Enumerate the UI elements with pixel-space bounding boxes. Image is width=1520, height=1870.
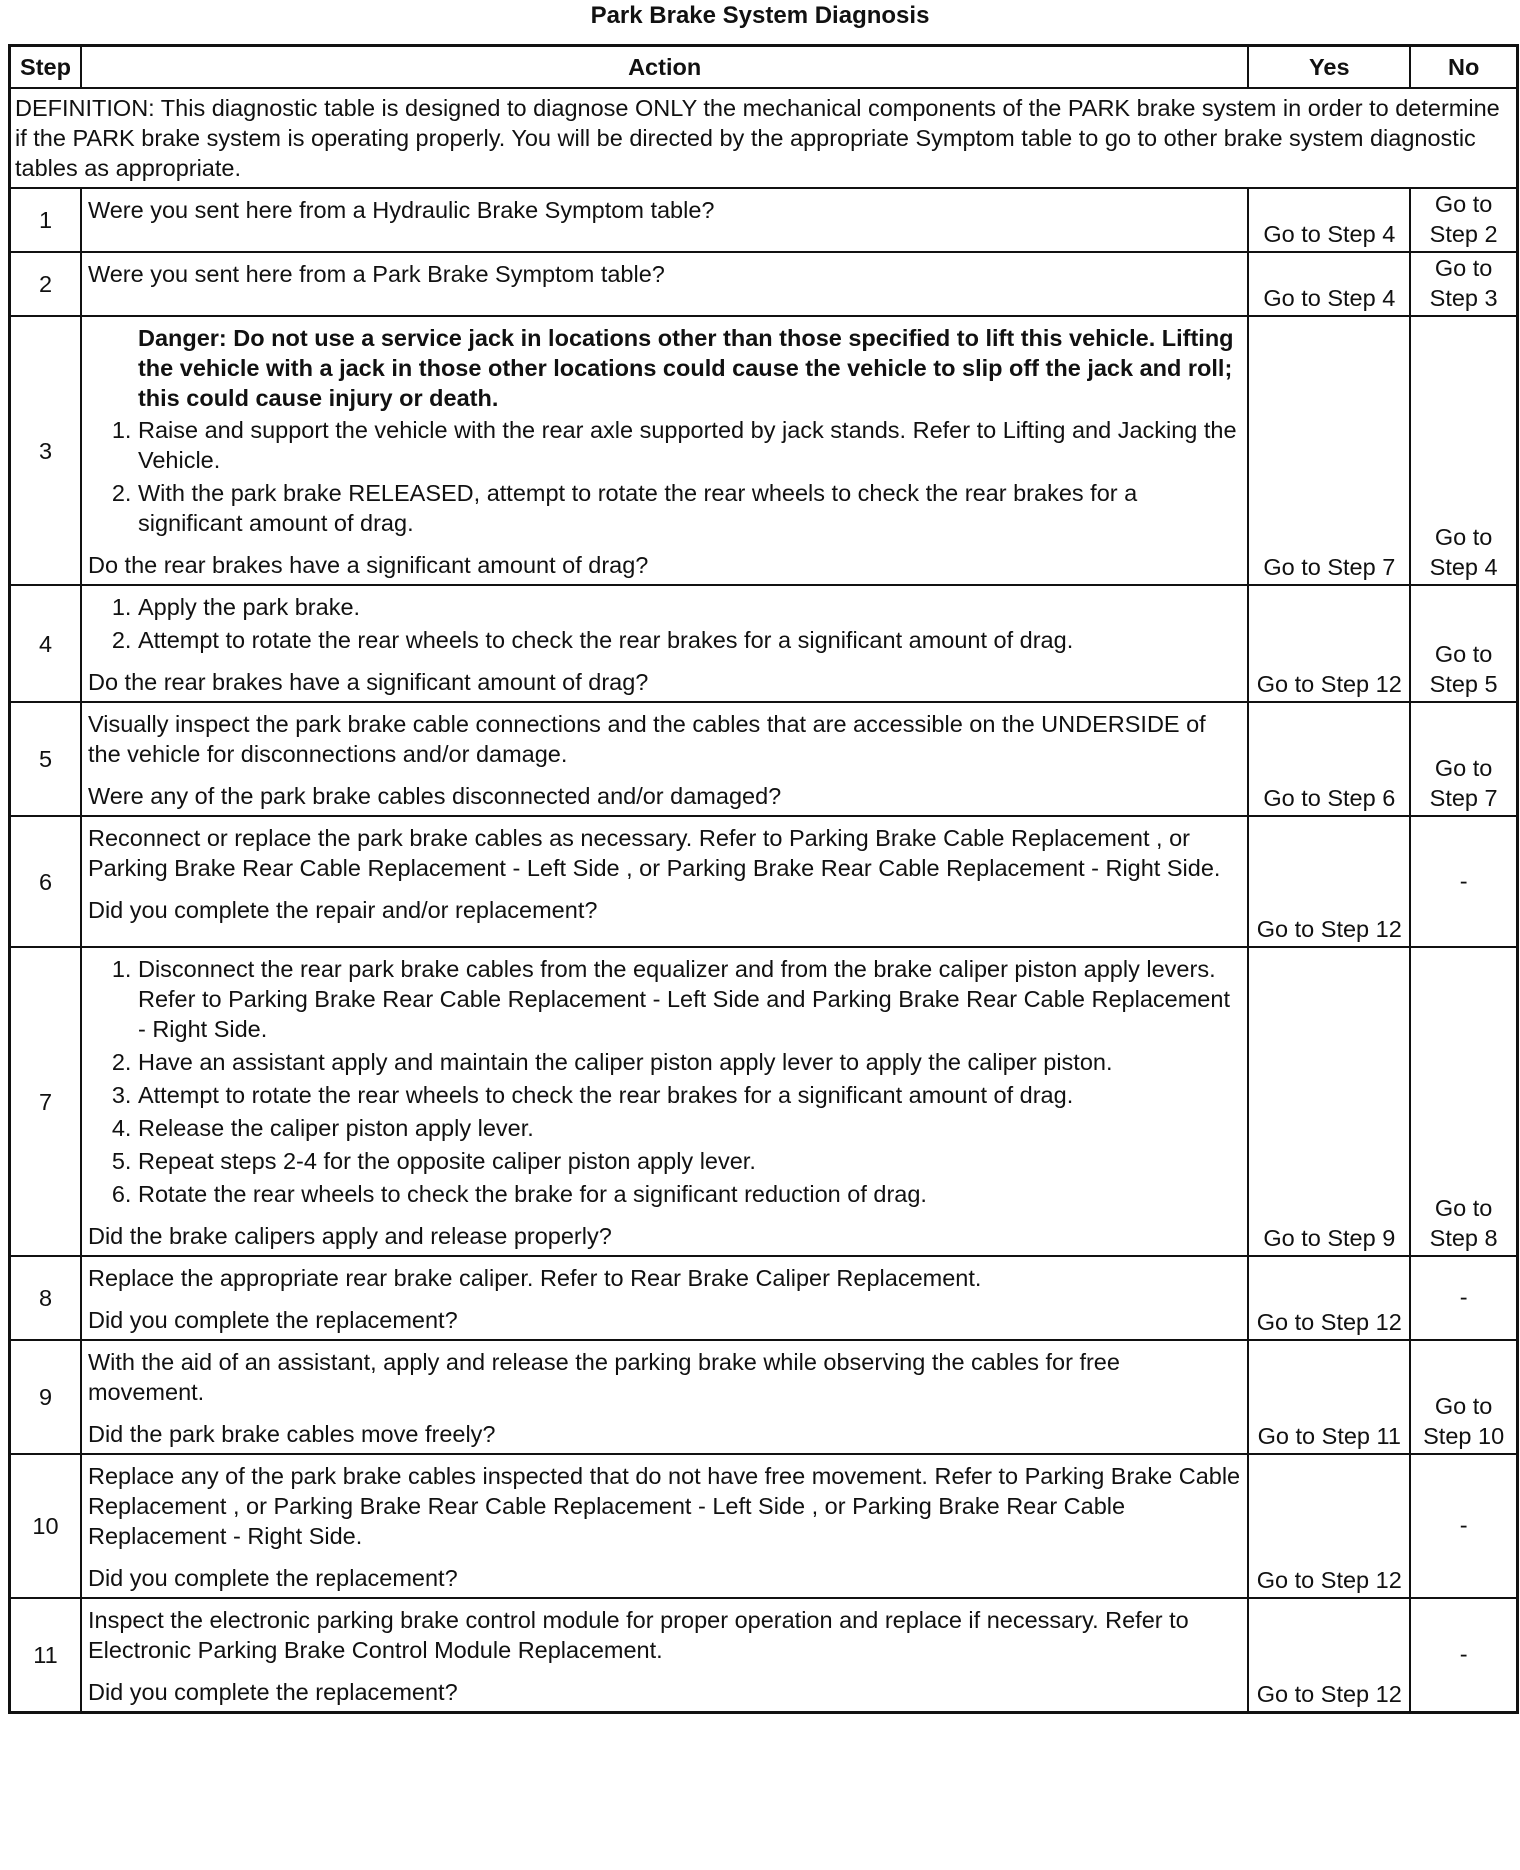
- step-number: 5: [10, 702, 81, 816]
- page-title: Park Brake System Diagnosis: [590, 2, 930, 29]
- action-instruction: With the aid of an assistant, apply and release the parking brake while observing the cables for free movement.: [87, 1349, 1120, 1405]
- action-step-item: 4. Release the caliper piston apply lever.: [138, 1113, 1241, 1143]
- action-step-item: 1. Disconnect the rear park brake cables from the equalizer and from the brake caliper piston apply levers. Refer to Parking Brake Rear Cable Replacement - Left Side and Parking Brake Rear Cable Replacement - Right Side.: [138, 954, 1241, 1044]
- no-result: Go to Step 8: [1410, 947, 1517, 1256]
- step-number: 8: [10, 1256, 81, 1340]
- yes-result: Go to Step 4: [1248, 252, 1410, 316]
- table-row: [10, 252, 1518, 316]
- no-result: Go to Step 2: [1410, 188, 1517, 252]
- step-number: 6: [10, 816, 81, 947]
- action-instruction: Replace the appropriate rear brake caliper. Refer to Rear Brake Caliper Replacement.: [87, 1265, 982, 1291]
- action-step-item: 1. Raise and support the vehicle with the rear axle supported by jack stands. Refer to Lifting and Jacking the Vehicle.: [138, 415, 1241, 475]
- action-cell: [81, 702, 1248, 816]
- action-question: Did you complete the replacement?: [87, 1307, 458, 1333]
- yes-result: Go to Step 12: [1248, 585, 1410, 702]
- step-number: 9: [10, 1340, 81, 1454]
- yes-result: Go to Step 12: [1248, 1598, 1410, 1713]
- table-row: [10, 188, 1518, 252]
- action-cell: [81, 316, 1248, 585]
- action-cell: [81, 1340, 1248, 1454]
- table-row: [10, 702, 1518, 816]
- action-question: Did you complete the replacement?: [87, 1565, 458, 1591]
- action-question: Did the brake calipers apply and release properly?: [87, 1223, 612, 1249]
- action-steps-list: [88, 954, 1241, 1209]
- action-question: Did you complete the replacement?: [87, 1679, 458, 1705]
- action-step-item: 6. Rotate the rear wheels to check the brake for a significant reduction of drag.: [138, 1179, 1241, 1209]
- action-step-item: 5. Repeat steps 2-4 for the opposite caliper piston apply lever.: [138, 1146, 1241, 1176]
- action-cell: [81, 252, 1248, 316]
- action-cell: [81, 1454, 1248, 1598]
- step-number: 4: [10, 585, 81, 702]
- action-question: Did you complete the repair and/or replacement?: [87, 897, 598, 923]
- action-step-item: 2. Have an assistant apply and maintain the caliper piston apply lever to apply the caliper piston.: [138, 1047, 1241, 1077]
- step-number: 7: [10, 947, 81, 1256]
- action-cell: [81, 188, 1248, 252]
- action-cell: [81, 1598, 1248, 1713]
- action-instruction: Reconnect or replace the park brake cables as necessary. Refer to Parking Brake Cable Replacement , or Parking Brake Rear Cable Replacement - Left Side , or Parking Brake Rear Cable Replacement - Right Side.: [87, 825, 1221, 881]
- table-row: [10, 947, 1518, 1256]
- no-header: No: [1410, 46, 1517, 89]
- no-result: -: [1410, 1598, 1517, 1713]
- table-row: [10, 1454, 1518, 1598]
- yes-result: Go to Step 4: [1248, 188, 1410, 252]
- no-result: Go to Step 7: [1410, 702, 1517, 816]
- table-row: [10, 1598, 1518, 1713]
- table-row: [10, 1256, 1518, 1340]
- action-cell: [81, 816, 1248, 947]
- action-question: Were you sent here from a Park Brake Symptom table?: [87, 261, 665, 287]
- yes-result: Go to Step 11: [1248, 1340, 1410, 1454]
- no-result: Go to Step 5: [1410, 585, 1517, 702]
- action-step-item: 3. Attempt to rotate the rear wheels to check the rear brakes for a significant amount of drag.: [138, 1080, 1241, 1110]
- action-question: Did the park brake cables move freely?: [87, 1421, 496, 1447]
- action-header: Action: [81, 46, 1248, 89]
- yes-result: Go to Step 6: [1248, 702, 1410, 816]
- table-row: [10, 585, 1518, 702]
- action-cell: [81, 585, 1248, 702]
- step-header: Step: [10, 46, 81, 89]
- yes-header: Yes: [1248, 46, 1410, 89]
- action-step-item: 1. Apply the park brake.: [138, 592, 1241, 622]
- action-question: Were any of the park brake cables disconnected and/or damaged?: [87, 783, 782, 809]
- definition-row: [10, 88, 1518, 188]
- step-number: 10: [10, 1454, 81, 1598]
- action-instruction: Inspect the electronic parking brake control module for proper operation and replace if necessary. Refer to Electronic Parking Brake Control Module Replacement.: [87, 1607, 1189, 1663]
- action-question: Were you sent here from a Hydraulic Brake Symptom table?: [87, 197, 715, 223]
- no-result: -: [1410, 1454, 1517, 1598]
- action-step-item: 2. With the park brake RELEASED, attempt to rotate the rear wheels to check the rear brakes for a significant amount of drag.: [138, 478, 1241, 538]
- diagnosis-table: [8, 44, 1519, 1714]
- header-row: [10, 46, 1518, 89]
- step-number: 11: [10, 1598, 81, 1713]
- action-step-item: 2. Attempt to rotate the rear wheels to check the rear brakes for a significant amount of drag.: [138, 625, 1241, 655]
- definition-text: DEFINITION: This diagnostic table is designed to diagnose ONLY the mechanical components of the PARK brake system in order to determine if the PARK brake system is operating properly. You will be directed by the appropriate Symptom table to go to other brake system diagnostic tables as appropriate.: [10, 88, 1518, 188]
- step-number: 1: [10, 188, 81, 252]
- table-row: [10, 1340, 1518, 1454]
- table-row: [10, 316, 1518, 585]
- action-instruction: Visually inspect the park brake cable connections and the cables that are accessible on the UNDERSIDE of the vehicle for disconnections and/or damage.: [87, 711, 1206, 767]
- yes-result: Go to Step 9: [1248, 947, 1410, 1256]
- yes-result: Go to Step 7: [1248, 316, 1410, 585]
- step-number: 2: [10, 252, 81, 316]
- action-question: Do the rear brakes have a significant amount of drag?: [87, 669, 649, 695]
- danger-warning: Danger: Do not use a service jack in locations other than those specified to lift this vehicle. Lifting the vehicle with a jack in those other locations could cause the vehicle to slip off the jack and roll; this could cause injury or death.: [137, 325, 1234, 411]
- no-result: Go to Step 3: [1410, 252, 1517, 316]
- no-result: -: [1410, 1256, 1517, 1340]
- yes-result: Go to Step 12: [1248, 1256, 1410, 1340]
- no-result: Go to Step 4: [1410, 316, 1517, 585]
- action-question: Do the rear brakes have a significant amount of drag?: [87, 552, 649, 578]
- yes-result: Go to Step 12: [1248, 1454, 1410, 1598]
- yes-result: Go to Step 12: [1248, 816, 1410, 947]
- no-result: -: [1410, 816, 1517, 947]
- table-row: [10, 816, 1518, 947]
- action-steps-list: [88, 592, 1241, 655]
- action-steps-list: [88, 415, 1241, 538]
- action-cell: [81, 947, 1248, 1256]
- action-instruction: Replace any of the park brake cables inspected that do not have free movement. Refer to Parking Brake Cable Replacement , or Parking Brake Rear Cable Replacement - Left Side , or Parking Brake Rear Cable Replacement - Right Side.: [87, 1463, 1241, 1549]
- action-cell: [81, 1256, 1248, 1340]
- step-number: 3: [10, 316, 81, 585]
- no-result: Go to Step 10: [1410, 1340, 1517, 1454]
